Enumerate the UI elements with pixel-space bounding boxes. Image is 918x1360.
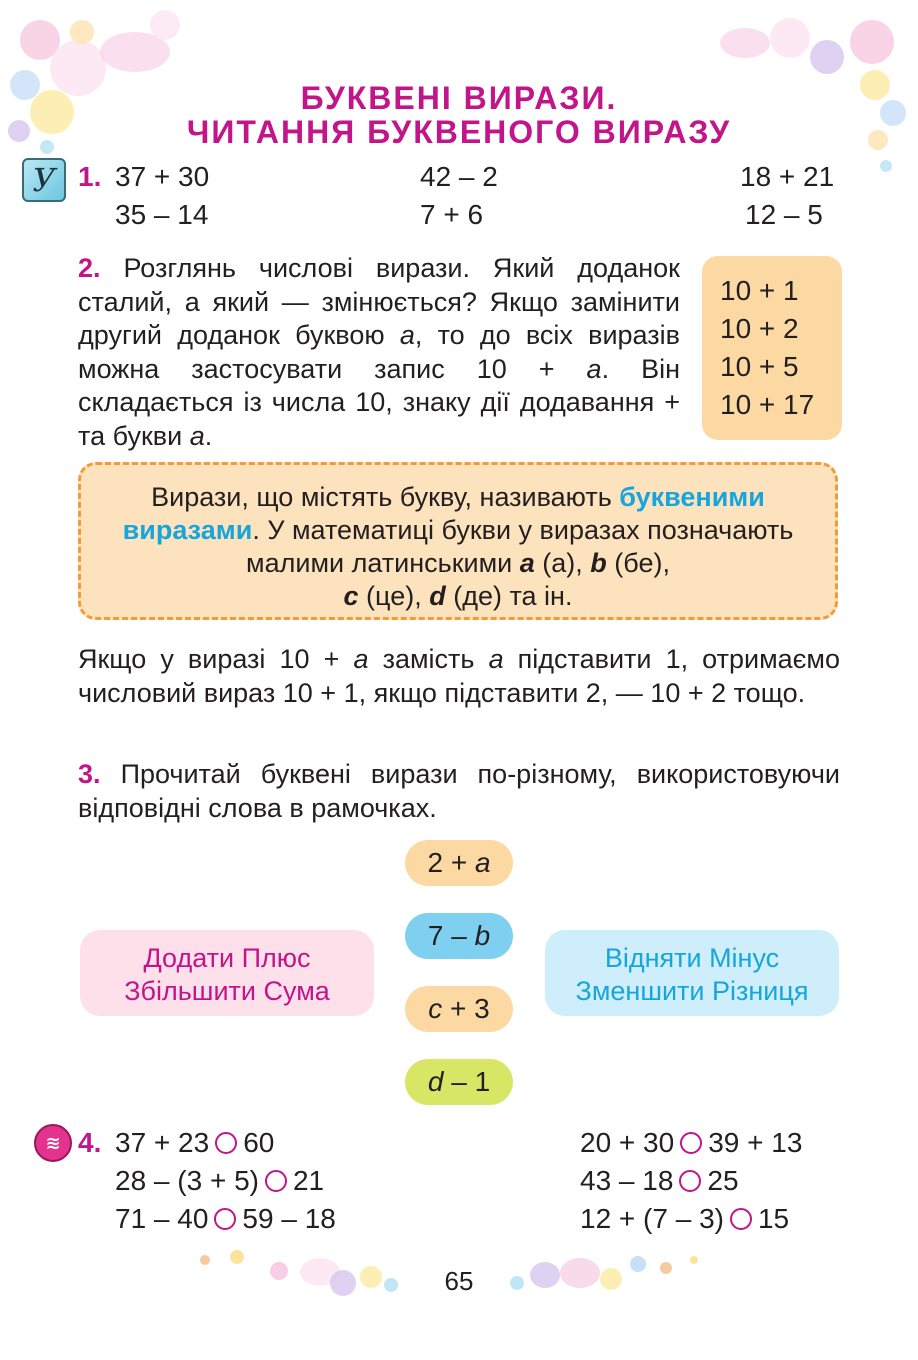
page-title-line1: БУКВЕНІ ВИРАЗИ.	[300, 80, 618, 116]
expression: 10 + 2	[720, 313, 799, 344]
page-title-line2: ЧИТАННЯ БУКВЕНОГО ВИРАЗУ	[186, 114, 732, 150]
comparison-circle[interactable]	[730, 1208, 752, 1230]
comparison-circle[interactable]	[680, 1132, 702, 1154]
expression-pill: 2 + a	[405, 840, 513, 886]
comparison-circle[interactable]	[265, 1170, 287, 1192]
words-line: Додати Плюс	[143, 943, 311, 973]
rule-box	[78, 462, 838, 620]
comparison-circle[interactable]	[214, 1208, 236, 1230]
task1-expr: 12 – 5	[745, 199, 823, 230]
comparison-circle[interactable]	[215, 1132, 237, 1154]
expression-pill: d – 1	[405, 1059, 513, 1105]
task2-number: 2.	[78, 253, 101, 283]
expression: 10 + 5	[720, 351, 799, 382]
subtraction-words-box	[545, 930, 839, 1016]
words-line: Зменшити Різниця	[575, 976, 809, 1006]
rule-highlight: буквеними виразами	[122, 482, 765, 545]
addition-words-box	[80, 930, 374, 1016]
comparison: 43 – 18 25	[580, 1165, 739, 1196]
comparison: 20 + 30 39 + 13	[580, 1127, 803, 1158]
expression: 10 + 1	[720, 275, 799, 306]
comparison: 28 – (3 + 5) 21	[115, 1165, 325, 1196]
rule-text: Вирази, що містять букву, називають буквеними виразами. У математиці букви у виразах позначають малими латинськими a (а), b (бе), c (це), d (де) та ін.	[122, 482, 794, 611]
comparison: 37 + 23 60	[115, 1127, 275, 1158]
task1-expr: 18 + 21	[740, 161, 835, 192]
explanation-paragraph: Якщо у виразі 10 + а замість а підставити 1, отримаємо числовий вираз 10 + 1, якщо підставити 2, — 10 + 2 тощо.	[78, 644, 840, 708]
expressions-box	[702, 256, 842, 440]
task1-expr: 42 – 2	[420, 161, 498, 192]
words-line: Відняти Мінус	[604, 943, 780, 973]
comparison: 12 + (7 – 3) 15	[580, 1203, 790, 1234]
task2-text: 2. Розглянь числові вирази. Який доданок сталий, а який — змінюється? Якщо замінити другий доданок буквою а, то до всіх виразів можна застосувати запис 10 + а. Він складається із числа 10, знаку дії додавання + та букви а.	[78, 253, 680, 451]
task1-number: 1.	[78, 161, 102, 192]
expression: 10 + 17	[720, 389, 815, 420]
expression-pill: 7 – b	[405, 913, 513, 959]
expression-pill: c + 3	[405, 986, 513, 1032]
task3-text: 3. Прочитай буквені вирази по-різному, використовуючи відповідні слова в рамочках.	[78, 759, 840, 823]
brain-icon: ≋	[34, 1124, 72, 1162]
page-number: 65	[444, 1266, 474, 1296]
task1-expr: 37 + 30	[115, 161, 210, 192]
words-line: Збільшити Сума	[124, 976, 330, 1006]
task4-number: 4.	[78, 1127, 102, 1158]
task1-expr: 7 + 6	[420, 199, 484, 230]
comparison: 71 – 40 59 – 18	[115, 1203, 336, 1234]
letter-u-icon: У	[22, 158, 66, 202]
task3-number: 3.	[78, 759, 101, 789]
comparison-circle[interactable]	[679, 1170, 701, 1192]
task1-expr: 35 – 14	[115, 199, 209, 230]
